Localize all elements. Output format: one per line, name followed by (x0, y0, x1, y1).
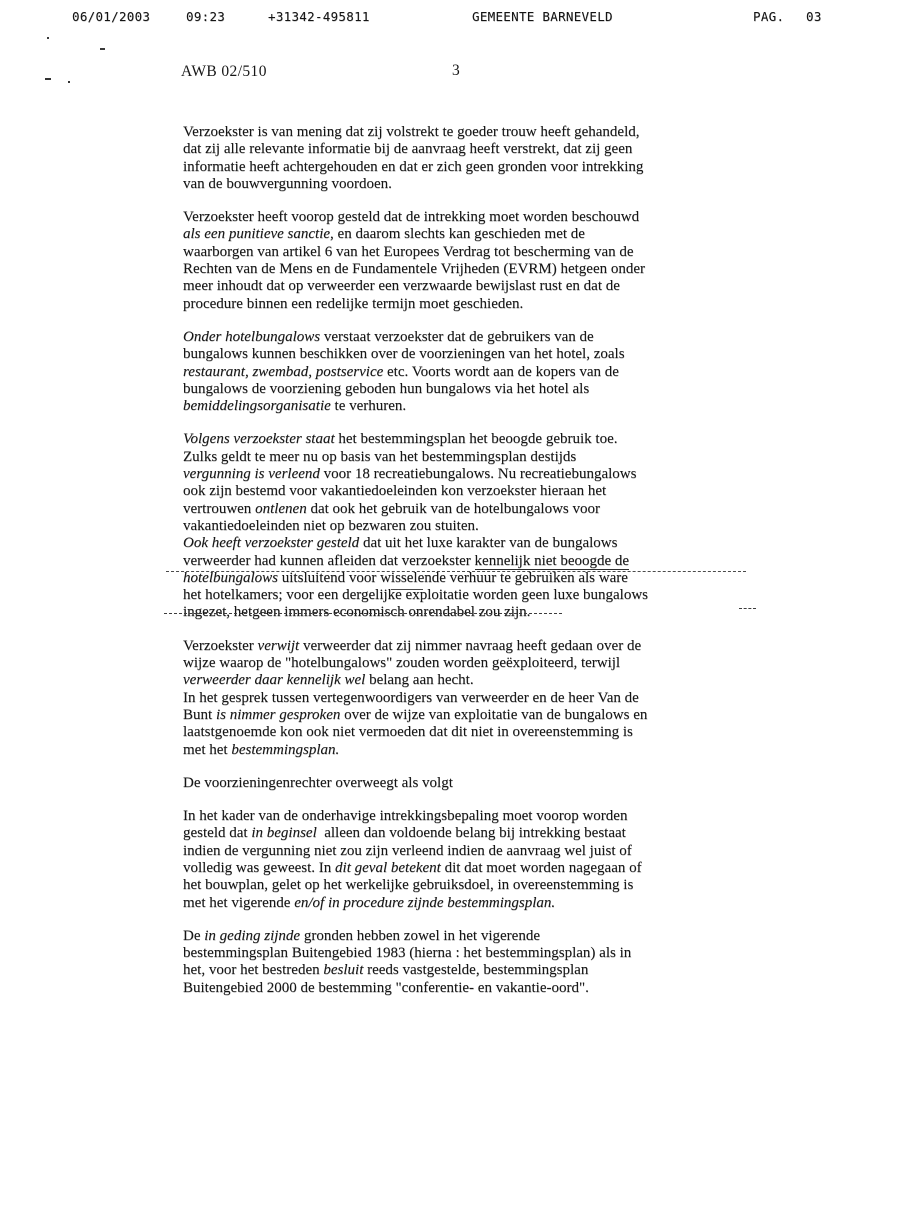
text-segment: het bestemmingsplan het beoogde gebruik toe. (334, 431, 618, 448)
text-line (183, 159, 749, 176)
text-segment: verwijt (257, 637, 300, 654)
text-line (183, 296, 749, 313)
text-segment: Verzoekster is van mening dat zij volstrekt te goeder trouw heeft gehandeld, (183, 124, 640, 140)
text-line (183, 518, 749, 535)
fax-noise-dash (100, 48, 105, 50)
text-segment: laatstgenoemde kon ook niet vermoeden dat dit niet in overeenstemming is (183, 724, 633, 741)
text-segment: besluit (323, 962, 364, 979)
text-segment: bungalows kunnen beschikken over de voorzieningen van het hotel, zoals (183, 346, 625, 363)
text-line (183, 825, 749, 842)
paragraph (183, 638, 749, 759)
text-line (183, 483, 749, 500)
text-line (183, 535, 749, 552)
text-segment: Rechten van de Mens en de Fundamentele Vrijheden (EVRM) hetgeen onder (183, 261, 646, 278)
text-segment: belang aan hecht. (365, 672, 474, 689)
paragraph (183, 124, 749, 193)
text-line (183, 124, 749, 141)
text-segment: met het vigerende (183, 894, 295, 911)
text-segment: verweerder had kunnen afleiden dat verzoekster (183, 552, 475, 569)
text-segment: restaurant, zwembad, postservice (183, 363, 384, 380)
fax-noise-dot (68, 81, 70, 83)
text-segment: in geding zijnde (204, 927, 301, 944)
text-segment: volledig was geweest. In (183, 859, 336, 876)
text-segment: over de wijze van exploitatie van de bungalows en (340, 706, 648, 723)
text-segment: kennelijk niet beoogde de (474, 552, 630, 569)
fax-sender-name: GEMEENTE BARNEVELD (472, 9, 613, 24)
fax-time: 09:23 (186, 9, 226, 24)
text-segment: en/of in procedure zijnde bestemmingsplan. (294, 894, 556, 911)
text-segment: reeds vastgestelde, bestemmingsplan (363, 962, 589, 979)
fax-page-number: 03 (806, 9, 822, 24)
fax-date: 06/01/2003 (72, 9, 151, 24)
text-segment: het hotelkamers; voor een dergelijke exploitatie worden geen luxe bungalows (183, 587, 648, 604)
text-segment: hotelbungalows (183, 569, 279, 586)
text-line (183, 501, 749, 518)
text-segment: indien de vergunning niet zou zijn verleend indien de aanvraag wel juist of (183, 842, 632, 859)
text-segment: vertrouwen (183, 500, 256, 517)
text-line (183, 604, 749, 621)
case-reference: AWB 02/510 (181, 63, 267, 80)
text-line (183, 431, 749, 448)
paragraph (183, 928, 749, 997)
text-line (183, 962, 749, 979)
text-segment: ontlenen (255, 500, 307, 517)
text-line (183, 843, 749, 860)
text-line (183, 860, 749, 877)
text-segment: bestemmingsplan. (231, 741, 340, 758)
text-line (183, 742, 749, 759)
text-segment: dat zij alle relevante informatie bij de aanvraag heeft verstrekt, dat zij geen (183, 141, 633, 158)
text-segment: dat uit het luxe karakter van de bungalows (359, 535, 618, 552)
text-segment: in beginsel (251, 825, 317, 842)
text-line (183, 587, 749, 604)
text-segment: te verhuren. (330, 398, 407, 415)
text-line (183, 346, 749, 363)
text-line (183, 329, 749, 346)
text-segment: verweerder dat zij nimmer navraag heeft gedaan over de (299, 637, 642, 654)
text-line (183, 638, 749, 655)
paragraph (183, 775, 749, 792)
text-segment: Bunt (183, 706, 216, 723)
text-segment: is nimmer gesproken (215, 706, 341, 723)
text-line (183, 398, 749, 415)
text-line (183, 808, 749, 825)
text-segment: gesteld dat (183, 825, 252, 842)
text-line (183, 672, 749, 689)
text-segment: van de bouwvergunning voordoen. (183, 175, 392, 192)
text-segment: vakantiedoeleinden niet op bezwaren zou stuiten. (183, 517, 479, 534)
text-segment: procedure binnen een redelijke termijn moet geschieden. (183, 295, 524, 312)
text-line (183, 449, 749, 466)
text-line (183, 553, 749, 570)
text-line (183, 466, 749, 483)
text-segment: Onder hotelbungalows (183, 328, 321, 345)
text-segment: wijze waarop de "hotelbungalows" zouden worden geëxploiteerd, terwijl (183, 655, 621, 672)
text-segment: ingezet, hetgeen immers economisch onrendabel zou zijn. (183, 604, 531, 621)
text-segment: waarborgen van artikel 6 van het Europees Verdrag tot bescherming van de (183, 243, 634, 260)
text-segment: Zulks geldt te meer nu op basis van het bestemmingsplan destijds (183, 448, 577, 465)
paragraph (183, 808, 749, 912)
text-segment: , en daarom slechts kan geschieden met de (330, 226, 585, 243)
text-segment: gronden hebben zowel in het vigerende (300, 927, 540, 944)
text-segment: In het gesprek tussen vertegenwoordigers van verweerder en de heer Van de (183, 689, 639, 706)
text-segment: De voorzieningenrechter overweegt als volgt (183, 774, 453, 791)
fax-noise-dash (45, 78, 51, 80)
text-line (183, 570, 749, 587)
fax-number: +31342-495811 (268, 9, 370, 24)
text-line (183, 707, 749, 724)
text-segment: De (183, 927, 205, 944)
text-segment: Ook heeft verzoekster gesteld (183, 535, 360, 552)
text-line (183, 226, 749, 243)
text-line (183, 244, 749, 261)
text-line (183, 724, 749, 741)
text-line (183, 895, 749, 912)
text-segment: vergunning is verleend (183, 466, 320, 483)
text-segment: In het kader van de onderhavige intrekkingsbepaling moet voorop worden (183, 808, 628, 825)
text-segment: bestemmingsplan Buitengebied 1983 (hierna : het bestemmingsplan) als in (183, 945, 632, 962)
text-segment: verstaat verzoekster dat de gebruikers van de (320, 328, 594, 345)
text-segment: informatie heeft achtergehouden en dat er zich geen gronden voor intrekking (183, 158, 644, 175)
text-line (183, 381, 749, 398)
text-segment: Verzoekster heeft voorop gesteld dat de intrekking moet worden beschouwd (183, 209, 640, 226)
text-line (183, 364, 749, 381)
text-segment: met het (183, 741, 232, 758)
text-line (183, 176, 749, 193)
text-line (183, 209, 749, 226)
text-segment: Buitengebied 2000 de bestemming "conferentie- en vakantie-oord". (183, 979, 589, 996)
text-segment: Volgens verzoekster staat (183, 431, 335, 448)
fax-noise-dot (47, 37, 49, 39)
text-line (183, 141, 749, 158)
text-line (183, 261, 749, 278)
text-segment: alleen dan voldoende belang bij intrekking bestaat (316, 825, 626, 842)
paragraph (183, 329, 749, 415)
text-line (183, 775, 749, 792)
text-segment: het, voor het bestreden (183, 962, 324, 979)
document-page-number: 3 (452, 62, 460, 79)
text-segment: Verzoekster (183, 637, 258, 654)
text-segment: bungalows de voorziening geboden hun bungalows via het hotel als (183, 380, 590, 397)
text-line (183, 690, 749, 707)
text-segment: het bouwplan, gelet op het werkelijke gebruiksdoel, in overeenstemming is (183, 877, 634, 894)
text-line (183, 928, 749, 945)
text-segment: dit geval betekent (335, 859, 441, 876)
text-line (183, 655, 749, 672)
text-line (183, 945, 749, 962)
text-segment: meer inhoudt dat op verweerder een verzwaarde bewijslast rust en dat de (183, 278, 620, 295)
paragraph (183, 431, 749, 621)
text-segment: voor 18 recreatiebungalows. Nu recreatiebungalows (319, 466, 637, 483)
text-segment: verweerder daar kennelijk wel (183, 672, 366, 689)
text-line (183, 980, 749, 997)
document-body (183, 124, 749, 1013)
text-segment: uitsluitend voor wisselende verhuur te gebruiken als ware (278, 569, 628, 586)
text-line (183, 877, 749, 894)
text-segment: dat ook het gebruik van de hotelbungalows voor (306, 500, 600, 517)
text-segment: ook zijn bestemd voor vakantiedoeleinden kon verzoekster hieraan het (183, 483, 607, 500)
fax-page-label: PAG. (753, 9, 785, 24)
text-segment: dit dat moet worden nagegaan of (440, 859, 642, 876)
text-line (183, 278, 749, 295)
text-segment: etc. Voorts wordt aan de kopers van de (383, 363, 619, 380)
text-segment: bemiddelingsorganisatie (183, 398, 331, 415)
text-segment: als een punitieve sanctie (183, 226, 331, 243)
paragraph (183, 209, 749, 313)
